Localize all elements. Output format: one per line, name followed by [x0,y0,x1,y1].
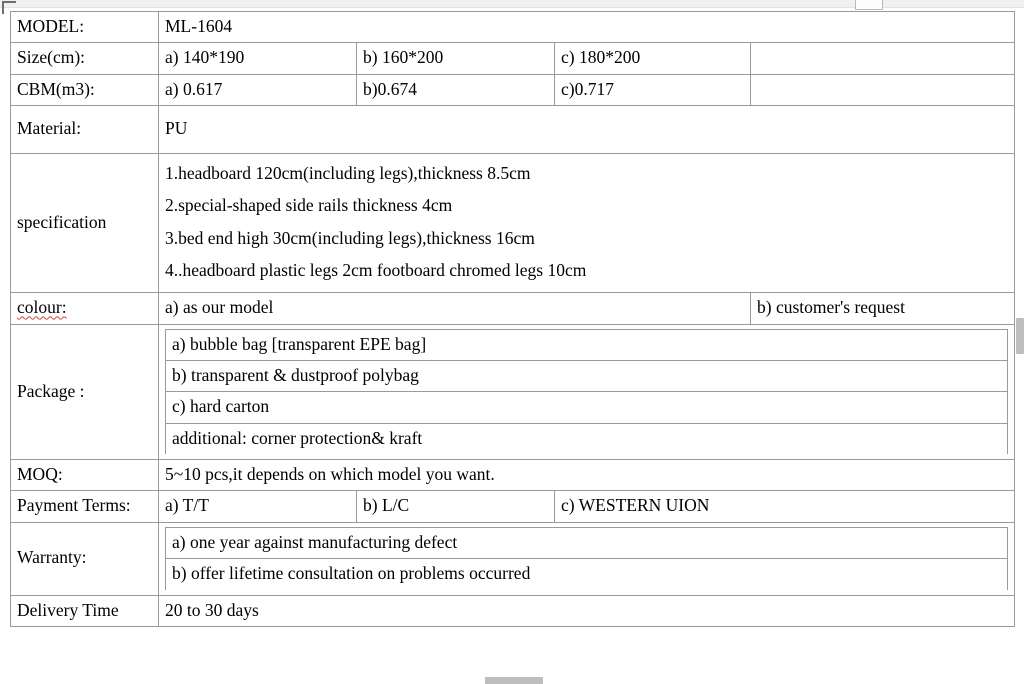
row-label-package: Package : [11,324,159,459]
payment-option-c: c) WESTERN UION [555,491,1015,522]
row-label-colour: colour: [11,293,159,324]
warranty-line-2: b) offer lifetime consultation on problems occurred [166,559,1008,590]
row-label-moq: MOQ: [11,460,159,491]
table-row [11,595,1015,626]
size-option-c: c) 180*200 [555,43,751,74]
colour-option-a: a) as our model [159,293,751,324]
product-specification-table [10,11,1015,627]
table-row [11,74,1015,105]
cbm-empty-cell [751,74,1015,105]
cbm-option-a: a) 0.617 [159,74,357,105]
table-row [11,491,1015,522]
warranty-line-1: a) one year against manufacturing defect [166,527,1008,558]
package-line-4: additional: corner protection& kraft [166,423,1008,454]
row-label-model: MODEL: [11,12,159,43]
table-row [11,106,1015,154]
row-label-specification: specification [11,154,159,293]
horizontal-scrollbar-thumb[interactable] [485,677,543,684]
table-row [11,293,1015,324]
row-label-size: Size(cm): [11,43,159,74]
table-row [11,460,1015,491]
size-option-b: b) 160*200 [357,43,555,74]
warranty-details [159,522,1015,595]
specification-details [159,154,1015,293]
delivery-time-value: 20 to 30 days [159,595,1015,626]
vertical-scrollbar-thumb[interactable] [1016,318,1024,354]
payment-option-a: a) T/T [159,491,357,522]
row-value-model: ML-1604 [159,12,1015,43]
page-tab-marker [855,0,883,10]
cbm-option-b: b)0.674 [357,74,555,105]
package-line-3: c) hard carton [166,392,1008,423]
table-row [11,324,1015,459]
table-row [11,522,1015,595]
table-row [11,43,1015,74]
cbm-option-c: c)0.717 [555,74,751,105]
table-row [11,12,1015,43]
payment-option-b: b) L/C [357,491,555,522]
vertical-scrollbar[interactable] [1016,8,1024,684]
moq-value: 5~10 pcs,it depends on which model you want. [159,460,1015,491]
package-line-2: b) transparent & dustproof polybag [166,361,1008,392]
specification-line-3: 3.bed end high 30cm(including legs),thickness 16cm [165,227,535,248]
colour-option-b: b) customer's request [751,293,1015,324]
specification-line-2: 2.special-shaped side rails thickness 4cm [165,195,453,216]
row-value-material: PU [159,106,1015,154]
package-line-1: a) bubble bag [transparent EPE bag] [166,329,1008,360]
row-label-warranty: Warranty: [11,522,159,595]
row-label-delivery-time: Delivery Time [11,595,159,626]
table-row [11,154,1015,293]
row-label-payment-terms: Payment Terms: [11,491,159,522]
size-option-a: a) 140*190 [159,43,357,74]
size-empty-cell [751,43,1015,74]
specification-line-1: 1.headboard 120cm(including legs),thickness 8.5cm [165,163,531,184]
row-label-cbm: CBM(m3): [11,74,159,105]
package-details [159,324,1015,459]
specification-line-4: 4..headboard plastic legs 2cm footboard chromed legs 10cm [165,260,587,281]
row-label-material: Material: [11,106,159,154]
